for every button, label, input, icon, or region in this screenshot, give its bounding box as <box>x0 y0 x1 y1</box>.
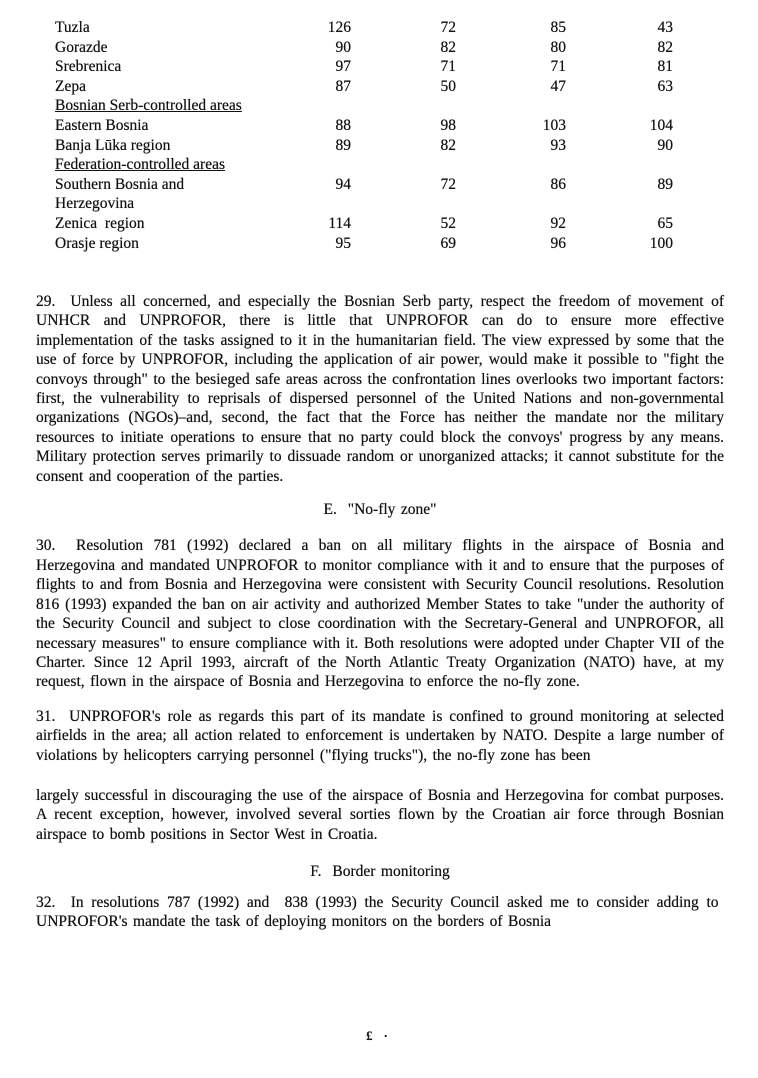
row-value: 94 <box>335 175 351 193</box>
row-value: 50 <box>440 77 456 95</box>
table-row <box>55 136 673 156</box>
row-value: 104 <box>649 116 673 134</box>
row-label: Eastern Bosnia <box>55 116 149 134</box>
row-value: 89 <box>335 136 351 154</box>
section-heading-e: E. "No-fly zone" <box>323 501 437 519</box>
row-label: Banja Lūka region <box>55 136 171 154</box>
table-row <box>55 77 673 97</box>
row-value: 100 <box>649 234 673 252</box>
row-value: 82 <box>440 38 456 56</box>
row-label: Southern Bosnia and Herzegovina <box>55 175 185 213</box>
row-value: 71 <box>440 58 456 76</box>
row-value: 88 <box>335 116 351 134</box>
row-value: 97 <box>335 58 351 76</box>
row-value: 96 <box>550 234 566 252</box>
row-value: 81 <box>657 58 673 76</box>
row-value: 95 <box>335 234 351 252</box>
table-row <box>55 214 673 234</box>
table-section-row <box>55 155 673 175</box>
table-row <box>55 57 673 77</box>
row-label: Zepa <box>55 77 86 95</box>
row-value: 63 <box>657 77 673 95</box>
paragraph-29: 29. Unless all concerned, and especially the Bosnian Serb party, respect the freedom of movement of UNHCR and UNPROFOR, there is little that UNPROFOR can do to ensure more effective implementation of the tasks assigned to it in the humanitarian field. The view expressed by some that the use of force by UNPROFOR, including the application of air power, would make it possible to "fight the convoys through" to the besieged safe areas across the confrontation lines overlooks two important factors: first, the vulnerability to reprisals of dispersed personnel of the United Nations and non-governmental organizations (NGOs)–and, second, the fact that the Force has neither the mandate nor the military resources to initiate operations to ensure that no party could block the convoys' progress by any means. Military protection serves primarily to dissuade random or unorganized attacks; it cannot substitute for the consent and cooperation of the parties. <box>36 293 724 485</box>
row-value: 80 <box>550 38 566 56</box>
statistics-table <box>55 18 673 253</box>
page-number-mark: £ · <box>366 1029 392 1043</box>
section-heading-f: F. Border monitoring <box>310 863 450 881</box>
table-row <box>55 234 673 254</box>
table-row <box>55 38 673 58</box>
row-value: 72 <box>440 19 456 36</box>
body-text <box>36 292 724 931</box>
row-value: 90 <box>657 136 673 154</box>
table-row <box>55 175 673 214</box>
row-value: 82 <box>440 136 456 154</box>
row-value: 90 <box>335 38 351 56</box>
row-value: 126 <box>327 19 351 36</box>
row-value: 71 <box>550 58 566 76</box>
row-value: 86 <box>550 175 566 193</box>
row-value: 82 <box>657 38 673 56</box>
row-value: 103 <box>542 116 566 134</box>
row-value: 47 <box>550 77 566 95</box>
row-value: 69 <box>440 234 456 252</box>
row-value: 114 <box>328 214 351 232</box>
row-value: 98 <box>440 116 456 134</box>
paragraph-30: 30. Resolution 781 (1992) declared a ban on all military flights in the airspace of Bosnia and Herzegovina and mandated UNPROFOR to monitor compliance with it and to ensure that the purposes of flights to and from Bosnia and Herzegovina were consistent with Security Council resolutions. Resolution 816 (1993) expanded the ban on air activity and authorized Member States to take "under the authority of the Security Council and subject to close coordination with the Secretary-General and UNPROFOR, all necessary measures" to ensure compliance with it. Both resolutions were adopted under Chapter VII of the Charter. Since 12 April 1993, aircraft of the North Atlantic Treaty Organization (NATO) have, at my request, flown in the airspace of Bosnia and Herzegovina to enforce the no-fly zone. <box>36 537 724 691</box>
table-row <box>55 116 673 136</box>
row-value: 93 <box>550 136 566 154</box>
row-value: 72 <box>440 175 456 193</box>
row-label: Gorazde <box>55 38 108 56</box>
row-value: 85 <box>550 19 566 36</box>
paragraph-31-continuation: largely successful in discouraging the use of the airspace of Bosnia and Herzegovina for combat purposes. A recent exception, however, involved several sorties flown by the Croatian air force through Bosnian airspace to bomb positions in Sector West in Croatia. <box>36 786 724 843</box>
row-label: Orasje region <box>55 234 139 252</box>
row-value: 65 <box>657 214 673 232</box>
row-value: 89 <box>657 175 673 193</box>
row-label: Tuzla <box>55 19 90 36</box>
row-label: Zenica region <box>55 214 145 232</box>
row-value: 87 <box>335 77 351 95</box>
section-header-label: Federation-controlled areas <box>55 156 225 174</box>
row-value: 43 <box>657 19 673 36</box>
section-header-label: Bosnian Serb-controlled areas <box>55 97 242 115</box>
paragraph-32: 32. In resolutions 787 (1992) and 838 (1993) the Security Council asked me to consider adding to UNPROFOR's mandate the task of deploying monitors on the borders of Bosnia <box>36 893 724 930</box>
row-value: 52 <box>440 214 456 232</box>
row-value: 92 <box>550 214 566 232</box>
table-row <box>55 18 673 38</box>
row-label: Srebrenica <box>55 58 122 76</box>
paragraph-31: 31. UNPROFOR's role as regards this part of its mandate is confined to ground monitoring at selected airfields in the area; all action related to enforcement is undertaken by NATO. Despite a large number of violations by helicopters carrying personnel ("flying trucks"), the no-fly zone has been <box>36 707 724 764</box>
table-section-row <box>55 96 673 116</box>
